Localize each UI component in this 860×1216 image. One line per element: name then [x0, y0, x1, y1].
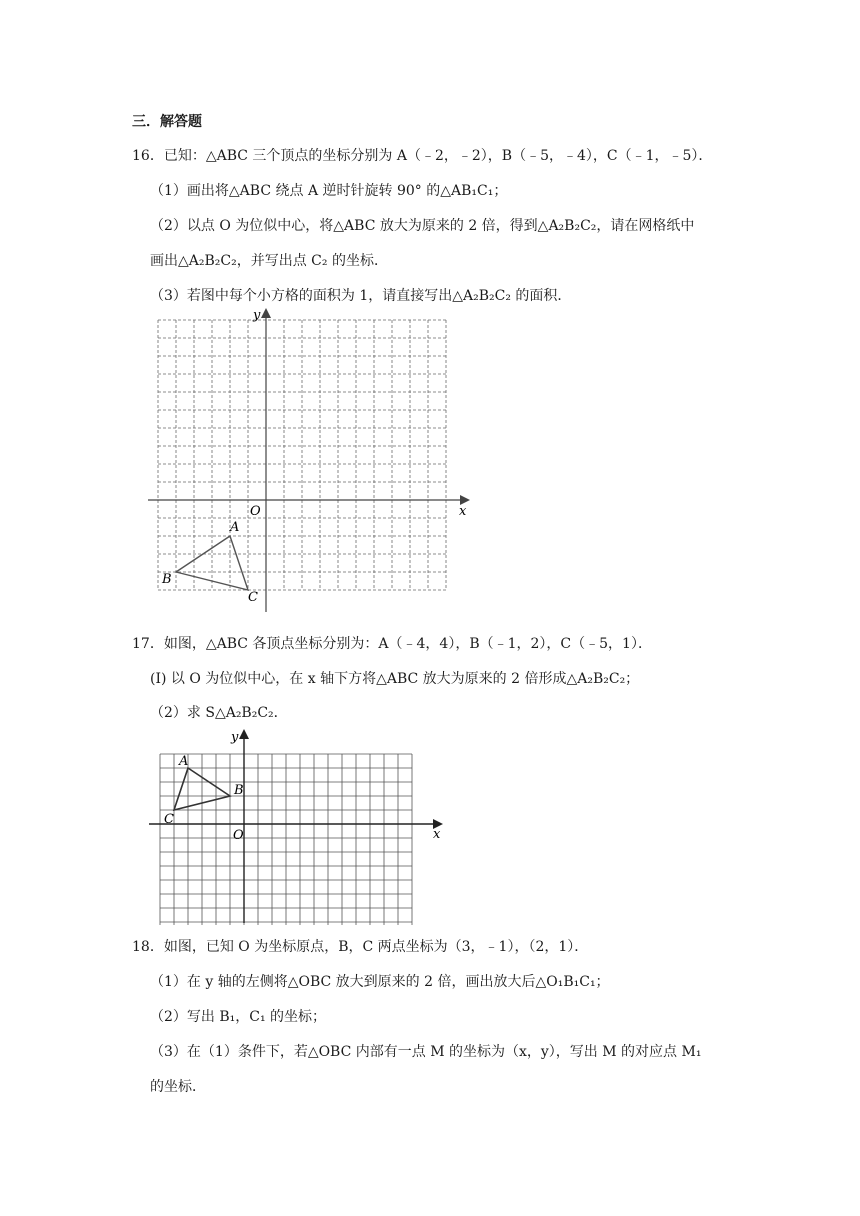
q17-x-label: x	[433, 827, 441, 842]
q16-stem: 16．已知：△ABC 三个顶点的坐标分别为 A（﹣2，﹣2），B（﹣5，﹣4），C（﹣1，﹣5）．	[132, 148, 713, 164]
q17-stem: 17．如图，△ABC 各顶点坐标分别为：A（﹣4，4），B（﹣1，2），C（﹣5，1）．	[132, 636, 652, 652]
q16-coordinate-grid	[140, 302, 480, 612]
q18-stem: 18．如图，已知 O 为坐标原点，B，C 两点坐标为（3，﹣1），（2，1）．	[132, 939, 589, 955]
q18-part1: （1）在 y 轴的左侧将△OBC 放大到原来的 2 倍，画出放大后△O₁B₁C₁；	[150, 974, 610, 990]
q16-origin-label: O	[250, 504, 261, 519]
section-title: 三．解答题	[132, 114, 202, 130]
q17-label-a: A	[179, 754, 189, 769]
q16-x-label: x	[459, 504, 467, 519]
q16-label-b: B	[162, 572, 172, 587]
q17-y-label: y	[231, 730, 239, 745]
q16-label-c: C	[248, 590, 258, 605]
q16-grid-lines	[158, 320, 446, 590]
q17-part1: (I) 以 O 为位似中心，在 x 轴下方将△ABC 放大为原来的 2 倍形成△A₂B₂C₂；	[150, 671, 640, 687]
q16-part3: （3）若图中每个小方格的面积为 1，请直接写出△A₂B₂C₂ 的面积．	[150, 288, 572, 304]
q17-grid-lines	[160, 754, 412, 925]
q17-label-b: B	[234, 783, 244, 798]
q16-y-label: y	[253, 308, 261, 323]
q18-part3-line1: （3）在（1）条件下，若△OBC 内部有一点 M 的坐标为（x，y），写出 M 的对应点 M₁	[150, 1044, 702, 1060]
q16-part1: （1）画出将△ABC 绕点 A 逆时针旋转 90° 的△AB₁C₁；	[150, 183, 508, 199]
q16-label-a: A	[230, 520, 240, 535]
q16-y-axis-arrow-icon	[261, 308, 271, 318]
q17-coordinate-grid	[145, 725, 450, 925]
q17-label-c: C	[164, 812, 174, 827]
q18-part2: （2）写出 B₁，C₁ 的坐标；	[150, 1009, 327, 1025]
q16-part2-line1: （2）以点 O 为位似中心，将△ABC 放大为原来的 2 倍，得到△A₂B₂C₂，请在网格纸中	[150, 218, 695, 234]
q18-part3-line2: 的坐标．	[150, 1079, 206, 1095]
q16-part2-line2: 画出△A₂B₂C₂，并写出点 C₂ 的坐标．	[150, 253, 388, 269]
q17-part2: （2）求 S△A₂B₂C₂．	[150, 705, 288, 721]
q17-y-axis-arrow-icon	[239, 729, 249, 739]
q17-origin-label: O	[233, 828, 244, 843]
